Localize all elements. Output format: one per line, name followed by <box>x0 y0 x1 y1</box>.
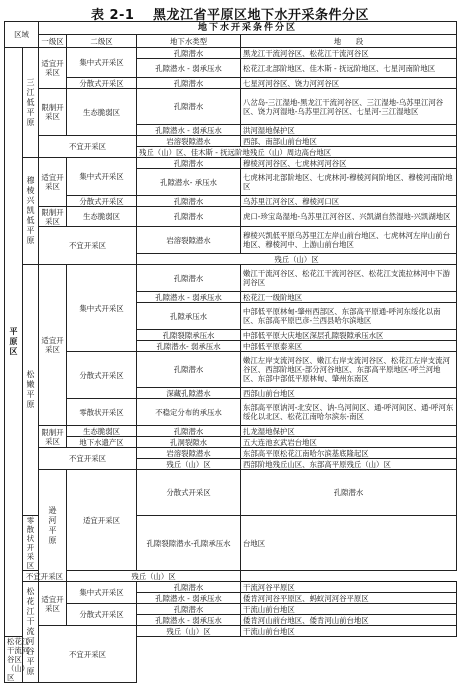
level1-unsuitable: 不宜开采区 <box>39 626 137 683</box>
section-cell: 倭肯河山前台地区、倭肯河山前台地区 <box>241 615 457 626</box>
header-level2: 二级区 <box>67 35 137 48</box>
region-songnen: 松嫩平原 <box>23 265 39 516</box>
level2-concentrated: 集中式开采区 <box>67 48 137 78</box>
level2-concentrated: 集中式开采区 <box>67 582 137 604</box>
level2-dispersed: 分散式开采区 <box>67 604 137 626</box>
level1-suitable: 适宜开采区 <box>39 48 67 89</box>
section-cell: 松花江一级阶地区 <box>241 292 457 303</box>
section-cell: 七虎林河北部阶地区、七虎林河-穆棱河间阶地区、穆棱河南阶地区 <box>241 169 457 196</box>
section-cell: 残丘（山）区 <box>137 254 457 265</box>
header-region: 区域 <box>5 22 39 48</box>
level2-scattered: 零散状开采区 <box>67 399 137 426</box>
water-type-cell: 孔隙潜水 <box>137 48 241 59</box>
water-type-cell: 孔隙潜水- 弱承压水 <box>137 341 241 352</box>
region-xunhe: 逊河平原 <box>39 470 67 582</box>
section-cell: 台地区 <box>241 516 457 571</box>
water-type-cell: 孔隙潜水 <box>137 196 241 207</box>
water-type-cell: 孔隙潜水 <box>137 582 241 593</box>
section-cell: 乌苏里江河谷区、穆棱河口区 <box>241 196 457 207</box>
section-cell: 中部低平原林甸-肇州西部区、东部高平原通-呼河东绥化以南区、东部高平原巴彦-兰西县哈尔滨地区 <box>241 303 457 330</box>
water-type-cell: 孔隙潜水 <box>137 158 241 169</box>
level1-unsuitable: 不宜开采区 <box>39 227 137 265</box>
section-cell: 东部高平原松花江南哈尔滨基底隆起区 <box>241 448 457 459</box>
water-type-cell: 孔隙潜水 <box>241 470 457 516</box>
level1-suitable: 适宜开采区 <box>39 158 67 207</box>
level1-limited: 限制开采区 <box>39 89 67 136</box>
section-cell: 中部低平原大庆地区深层孔隙裂隙承压水区 <box>241 330 457 341</box>
water-type-cell: 孔隙潜水 <box>137 352 241 388</box>
water-type-cell: 深藏孔隙潜水 <box>137 388 241 399</box>
level2-scattered: 零散状开采区 <box>23 516 39 571</box>
section-cell: 松花江干流河谷区（山）区 <box>5 637 39 683</box>
water-type-cell: 孔隙潜水 <box>137 207 241 227</box>
level2-geo-heritage: 地下水遗产区 <box>67 437 137 448</box>
water-type-cell: 不稳定分布的承压水 <box>137 399 241 426</box>
water-type-cell: 岩溶裂隙潜水 <box>137 227 241 254</box>
water-type-cell: 孔隙潜水 - 弱承压水 <box>137 615 241 626</box>
section-cell: 中部低平原泰来区 <box>241 341 457 352</box>
section-cell: 残丘（山）区 <box>67 571 241 582</box>
level2-eco-fragile: 生态脆弱区 <box>67 207 137 227</box>
water-type-cell: 孔隙潜水 <box>137 426 241 437</box>
section-cell: 西部山前台地区 <box>241 388 457 399</box>
level2-dispersed: 分散式开采区 <box>67 352 137 399</box>
level1-unsuitable: 不宜开采区 <box>39 448 137 470</box>
water-type-cell: 岩溶裂隙潜水 <box>137 136 241 147</box>
section-cell: 嫩江干流河谷区、松花江干流河谷区、松花江支流拉林河中下游河谷区 <box>241 265 457 292</box>
section-cell: 西部、南部山前台地区 <box>241 136 457 147</box>
level2-dispersed: 分散式开采区 <box>67 78 137 89</box>
level2-concentrated: 集中式开采区 <box>67 158 137 196</box>
level1-unsuitable: 不宜开采区 <box>23 571 67 582</box>
header-water-type: 地下水类型 <box>137 35 241 48</box>
section-cell: 倭肯河河谷平原区、蚂蚁河河谷平原区 <box>241 593 457 604</box>
level2-dispersed: 分散式开采区 <box>137 470 241 516</box>
water-type-cell: 残丘（山）区 <box>137 459 241 470</box>
water-type-cell: 孔隙潜水 - 弱承压水 <box>137 59 241 78</box>
section-cell: 七星河河谷区、饶力河河谷区 <box>241 78 457 89</box>
water-type-cell: 孔隙潜水 - 弱承压水 <box>137 593 241 604</box>
water-type-cell: 孔隙承压水 <box>137 303 241 330</box>
water-type-cell: 残丘（山）区 <box>137 626 241 637</box>
water-type-cell: 孔隙潜水 - 弱承压水 <box>137 292 241 303</box>
section-cell: 八岔岛-三江湿地-黑龙江干流河谷区、三江湿地-乌苏里江河谷区、饶力河湿地-乌苏里江河谷区、七星河-三江湿地区 <box>241 89 457 125</box>
section-cell: 松花江北部阶地区、佳木斯 - 抚远阶地区、七星河南阶地区 <box>241 59 457 78</box>
level1-suitable: 适宜开采区 <box>39 582 67 626</box>
section-cell: 残丘（山）区、佳木斯 - 抚远阶地残丘（山）周边高台地区 <box>137 147 457 158</box>
table-caption: 表 2-1 黑龙江省平原区地下水开采条件分区 <box>90 8 370 23</box>
region-songhua: 松花江干流河谷平原 <box>23 582 39 683</box>
level1-unsuitable: 不宜开采区 <box>39 136 137 158</box>
level1-limited: 限制开采区 <box>39 207 67 227</box>
header-group: 地下水开采条件分区 <box>39 22 457 35</box>
water-type-cell: 孔隙潜水 - 弱承压水 <box>137 125 241 136</box>
section-cell: 干流山前台地区 <box>241 604 457 615</box>
section-cell: 穆棱河河谷区、七虎林河河谷区 <box>241 158 457 169</box>
level2-dispersed: 分散式开采区 <box>67 196 137 207</box>
water-type-cell: 岩溶裂隙潜水 <box>137 448 241 459</box>
level2-concentrated: 集中式开采区 <box>67 265 137 352</box>
section-cell: 扎龙湿地保护区 <box>241 426 457 437</box>
water-type-cell: 孔隙裂隙潜水-孔隙承压水 <box>137 516 241 571</box>
section-cell: 西部阶地残丘山区、东部高平原残丘（山）区 <box>241 459 457 470</box>
water-type-cell: 孔隙潜水 <box>137 604 241 615</box>
level1-suitable: 适宜开采区 <box>67 470 137 571</box>
water-type-cell: 孔洞裂隙水 <box>137 437 241 448</box>
section-cell: 虎口-珍宝岛湿地-乌苏里江河谷区、兴凯湖自然湿地-兴凯湖地区 <box>241 207 457 227</box>
header-level1: 一级区 <box>39 35 67 48</box>
section-cell: 嫩江左岸支流河谷区、嫩江右岸支流河谷区、松花江左岸支流河谷区、西部阶地区-部分河谷地区、东部高平原地区-呼兰河地区、东部中部低平原林甸、肇州东南区 <box>241 352 457 388</box>
level1-suitable: 适宜开采区 <box>39 265 67 426</box>
section-cell: 干流山前台地区 <box>241 626 457 637</box>
section-cell: 干流河谷平原区 <box>241 582 457 593</box>
section-cell: 穆棱兴凯低平原乌苏里江左岸山前台地区、七虎林河左岸山前台地区、穆棱河中、上游山前台地区 <box>241 227 457 254</box>
level2-eco-fragile: 生态脆弱区 <box>67 89 137 136</box>
header-section: 地 段 <box>241 35 457 48</box>
region-xingkai: 穆棱兴凯低平原 <box>23 158 39 265</box>
water-type-cell: 孔隙潜水- 承压水 <box>137 169 241 196</box>
level1-limited: 限制开采区 <box>39 426 67 448</box>
zoning-table <box>4 21 457 683</box>
water-type-cell: 孔隙潜水 <box>137 78 241 89</box>
water-type-cell: 孔隙裂隙承压水 <box>137 330 241 341</box>
outer-region-cell: 平原区 <box>5 48 23 637</box>
water-type-cell: 孔隙潜水 <box>137 265 241 292</box>
section-cell: 洪河湿地保护区 <box>241 125 457 136</box>
water-type-cell: 孔隙潜水 <box>137 89 241 125</box>
section-cell: 五大连池玄武岩台地区 <box>241 437 457 448</box>
section-cell: 东部高平原讷河-北安区、讷-乌河间区、通-呼河间区、通-呼河东绥化以北区、松花江南哈尔滨东-南区 <box>241 399 457 426</box>
section-cell: 黑龙江干流河谷区、松花江干流河谷区 <box>241 48 457 59</box>
level2-eco: 生态脆弱区 <box>67 426 137 437</box>
region-sanjiang: 三江低平原 <box>23 48 39 158</box>
